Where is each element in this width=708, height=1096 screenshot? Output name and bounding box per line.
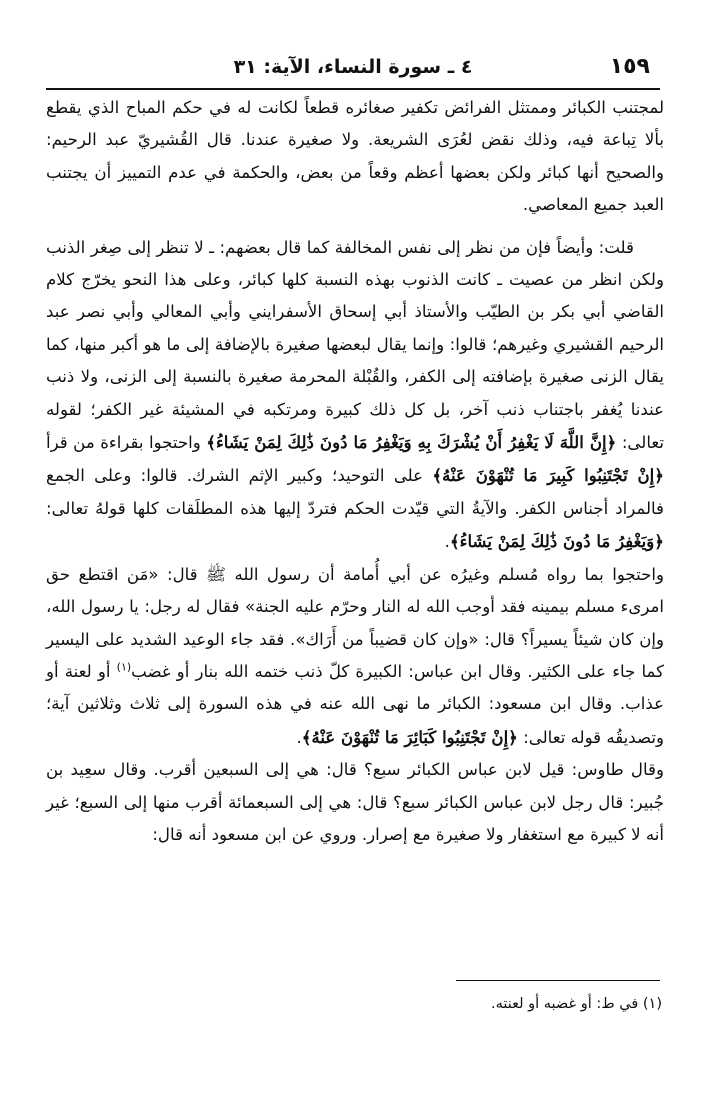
p3-text-a: واحتجوا بما رواه مُسلم وغيرُه عن أبي أُمامة أن رسول الله ﷺ قال: «مَن اقتطع حق امرىء مسلم بيمينه فقد أوجب الله له النار وحرّم عليه الجنة» فقال له رجل: يا رسول الله، وإن كان شيئاً يسيراً؟ قال: «وإن كان قضيباً من أَرَاك». فقد جاء الوعيد الشديد على اليسير كما جاء على الكثير. وقال ابن عباس: الكبيرة كلّ ذنب ختمه الله بنار أو غضب xyxy=(46,564,664,681)
header-rule xyxy=(46,88,660,90)
quran-verse-2: ﴿إِنْ تَجْتَنِبُوا كَبِيرَ مَا تُنْهَوْنَ عَنْهُ﴾ xyxy=(432,465,665,486)
footnote: (١) في ط: أو غضبه أو لعنته. xyxy=(490,996,662,1012)
quran-verse-1: ﴿إِنَّ اللَّهَ لَا يَغْفِرُ أَنْ يُشْرَكَ بِهِ وَيَغْفِرُ مَا دُونَ ذَٰلِكَ لِمَنْ يَشَاءُ﴾ xyxy=(206,432,617,453)
quran-verse-3: ﴿وَيَغْفِرُ مَا دُونَ ذَٰلِكَ لِمَنْ يَشَاءُ﴾ xyxy=(449,531,664,552)
p1-text: لمجتنب الكبائر وممتثل الفرائض تكفير صغائره قطعاً لكانت له في حكم المباح الذي يقطع بألا تِباعة فيه، وذلك نقض لعُرَى الشريعة. ولا صغيرة عندنا. قال القُشيريّ عبد الرحيم: والصحيح أنها كبائر ولكن بعضها أعظم وقعاً من بعض، والحكمة في عدم التمييز أن يجتنب العبد جميع المعاصي. xyxy=(46,98,664,215)
quran-verse-4: ﴿إِنْ تَجْتَنِبُوا كَبَائِرَ مَا تُنْهَوْنَ عَنْهُ﴾ xyxy=(301,726,518,747)
page-number: ١٥٩ xyxy=(609,54,650,79)
p4-text: وقال طاوس: قيل لابن عباس الكبائر سبع؟ قال: هي إلى السبعين أقرب. وقال سعِيد بن جُبير: قال رجل لابن عباس الكبائر سبع؟ قال: هي إلى السبعمائة أقرب منها إلى السبع؛ غير أنه لا كبيرة مع استغفار ولا صغيرة مع إصرار. وروي عن ابن مسعود أنه قال: xyxy=(46,760,664,844)
page-header xyxy=(46,50,660,90)
paragraph-2: قلت: وأيضاً فإن من نظر إلى نفس المخالفة كما قال بعضهم: ـ لا تنظر إلى صِغر الذنب ولكن انظر من عصيت ـ كانت الذنوب بهذه النسبة كلها كبائر، وعلى هذا النحو يخرّج كلام القاضي أبي بكر بن الطيّب والأستاذ أبي إسحاق الأسفرايني وأبي المعالي وأبي نصر عبد الرحيم القشيري وغيرهم؛ قالوا: وإنما يقال لبعضها صغيرة بالإضافة إلى ما هو أكبر منها، كما يقال الزنى صغيرة بإضافته إلى الكفر، والقُبْلة المحرمة صغيرة بالنسبة إلى الزنى، ولا ذنب عندنا يُغفر باجتناب ذنب آخر، بل كل ذلك كبيرة ومرتكبه في المشيئة غير الكفر؛ لقوله تعالى: ﴿إِنَّ اللَّهَ لَا يَغْفِرُ أَنْ يُشْرَكَ بِهِ وَيَغْفِرُ مَا دُونَ ذَٰلِكَ لِمَنْ يَشَاءُ﴾ واحتجوا بقراءة من قرأ ﴿إِنْ تَجْتَنِبُوا كَبِيرَ مَا تُنْهَوْنَ عَنْهُ﴾ على التوحيد؛ وكبير الإثم الشرك. قالوا: وعلى الجمع فالمراد أجناس الكفر. والآيةُ التي قيّدت الحكم فتردّ إليها هذه المطلَقات كلها قولهُ تعالى: ﴿وَيَغْفِرُ مَا دُونَ ذَٰلِكَ لِمَنْ يَشَاءُ﴾. xyxy=(46,237,665,552)
paragraph-1 xyxy=(46,92,664,222)
paragraph-3: واحتجوا بما رواه مُسلم وغيرُه عن أبي أُمامة أن رسول الله ﷺ قال: «مَن اقتطع حق امرىء مسلم بيمينه فقد أوجب الله له النار وحرّم عليه الجنة» فقال له رجل: يا رسول الله، وإن كان شيئاً يسيراً؟ قال: «وإن كان قضيباً من أَرَاك». فقد جاء الوعيد الشديد على اليسير كما جاء على الكثير. وقال ابن عباس: الكبيرة كلّ ذنب ختمه الله بنار أو غضب$^{(١)}$ أو لعنة أو عذاب. وقال ابن مسعود: الكبائر ما نهى الله عنه في هذه السورة إلى ثلاث وثلاثين آية؛ وتصديقُه قوله تعالى: ﴿إِنْ تَجْتَنِبُوا كَبَائِرَ مَا تُنْهَوْنَ عَنْهُ﴾. xyxy=(46,564,664,747)
p2-text-b: واحتجوا بقراءة من قرأ xyxy=(46,433,201,453)
p3-text-b: أو لعنة أو عذاب. وقال ابن مسعود: الكبائر ما نهى الله عنه في هذه السورة إلى ثلاث وثلاثين آية؛ وتصديقُه قوله تعالى: xyxy=(46,661,664,747)
footnote-rule xyxy=(456,980,660,981)
paragraph-4 xyxy=(46,754,664,851)
body-text xyxy=(46,92,664,851)
p2-text-c: على التوحيد؛ وكبير الإثم الشرك. قالوا: وعلى الجمع فالمراد أجناس الكفر. والآيةُ التي قيّدت الحكم فتردّ إليها هذه المطلَقات كلها قولهُ تعالى: xyxy=(46,466,664,518)
footnote-reference: (١) xyxy=(116,660,132,674)
running-title: ٤ ـ سورة النساء، الآية: ٣١ xyxy=(233,56,473,78)
p2-text-a: قلت: وأيضاً فإن من نظر إلى نفس المخالفة كما قال بعضهم: ـ لا تنظر إلى صِغر الذنب ولكن انظر من عصيت ـ كانت الذنوب بهذه النسبة كلها كبائر، وعلى هذا النحو يخرّج كلام القاضي أبي بكر بن الطيّب والأستاذ أبي إسحاق الأسفرايني وأبي المعالي وأبي نصر عبد الرحيم القشيري وغيرهم؛ قالوا: وإنما يقال لبعضها صغيرة بالإضافة إلى ما هو أكبر منها، كما يقال الزنى صغيرة بإضافته إلى الكفر، والقُبْلة المحرمة صغيرة بالنسبة إلى الزنى، ولا ذنب عندنا يُغفر باجتناب ذنب آخر، بل كل ذلك كبيرة ومرتكبه في المشيئة غير الكفر؛ لقوله تعالى: xyxy=(46,237,665,453)
